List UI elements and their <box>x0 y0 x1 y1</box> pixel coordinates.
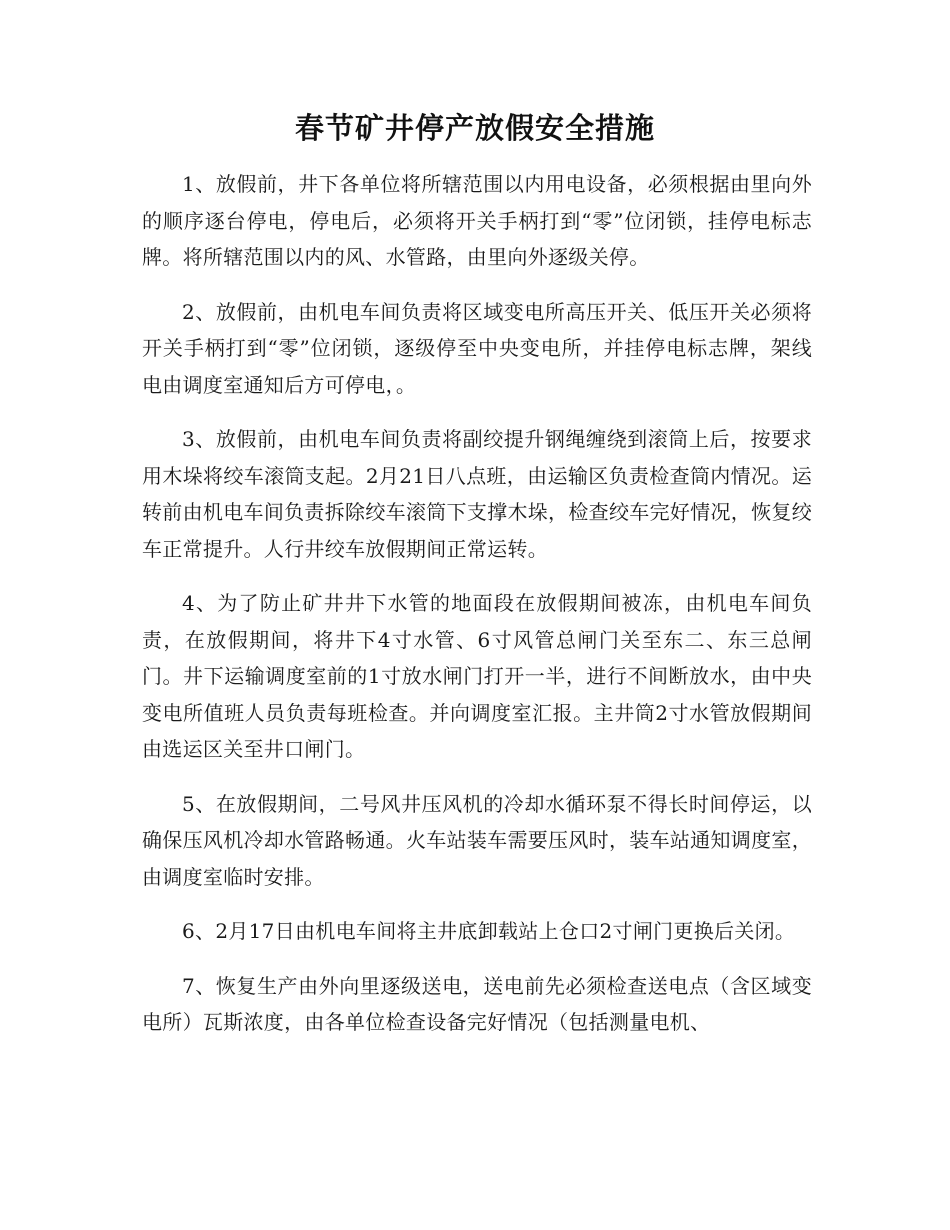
paragraph-4: 4、为了防止矿井井下水管的地面段在放假期间被冻，由机电车间负责，在放假期间，将井下4寸水管、6寸风管总闸门关至东二、东三总闸门。井下运输调度室前的1寸放水闸门打开一半，进行不间断放水，由中央变电所值班人员负责每班检查。并向调度室汇报。主井筒2寸水管放假期间由选运区关至井口闸门。 <box>142 591 812 761</box>
document-body <box>142 166 812 1059</box>
paragraph-2: 2、放假前，由机电车间负责将区域变电所高压开关、低压开关必须将开关手柄打到“零”位闭锁，逐级停至中央变电所，并挂停电标志牌，架线电由调度室通知后方可停电，。 <box>142 299 812 397</box>
paragraph-6: 6、2月17日由机电车间将主井底卸载站上仓口2寸闸门更换后关闭。 <box>182 919 796 943</box>
paragraph-3: 3、放假前，由机电车间负责将副绞提升钢绳缠绕到滚筒上后，按要求用木垛将绞车滚筒支起。2月21日八点班，由运输区负责检查筒内情况。运转前由机电车间负责拆除绞车滚筒下支撑木垛，检查绞车完好情况，恢复绞车正常提升。人行井绞车放假期间正常运转。 <box>142 427 812 561</box>
document-title: 春节矿井停产放假安全措施 <box>294 111 655 145</box>
paragraph-1: 1、放假前，井下各单位将所辖范围以内用电设备，必须根据由里向外的顺序逐台停电，停电后，必须将开关手柄打到“零”位闭锁，挂停电标志牌。将所辖范围以内的风、水管路，由里向外逐级关停。 <box>142 172 812 269</box>
paragraph-7: 7、恢复生产由外向里逐级送电，送电前先必须检查送电点（含区域变电所）瓦斯浓度，由各单位检查设备完好情况（包括测量电机、 <box>142 973 812 1034</box>
paragraph-5: 5、在放假期间，二号风井压风机的冷却水循环泵不得长时间停运，以确保压风机冷却水管路畅通。火车站装车需要压风时，装车站通知调度室，由调度室临时安排。 <box>142 791 812 889</box>
